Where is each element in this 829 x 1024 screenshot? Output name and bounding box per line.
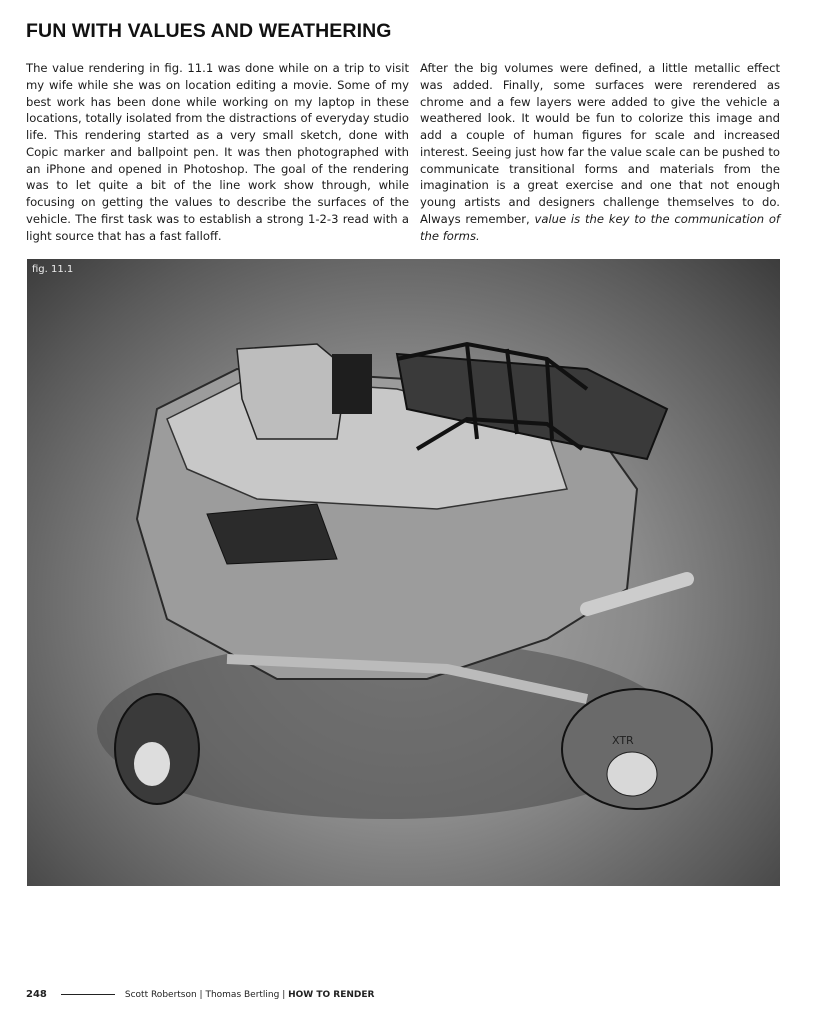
- vehicle-illustration: [27, 259, 780, 886]
- vehicle-window: [332, 354, 372, 414]
- body-text-right-main: After the big volumes were defined, a little metallic effect was added. Finally, some surfaces were rerendered as chrome and a few layers were added to give the vehicle a weathered look. It would be fun to colorize this image and add a couple of human figures for scale and increased interest. Seeing just how far the value scale can be pushed to communicate transitional forms and materials from the imagination is a great exercise and one that not enough young artists and designers challenge themselves to do. Always remember,: [420, 61, 780, 226]
- body-text-right: [420, 60, 780, 244]
- body-text-left: The value rendering in fig. 11.1 was done while on a trip to visit my wife while she was on location editing a movie. Some of my best work has been done while working on my laptop in these locations, totally isolated from the distractions of everyday studio life. This rendering started as a very small sketch, done with Copic marker and ballpoint pen. It was then photographed with an iPhone and opened in Photoshop. The goal of the rendering was to let quite a bit of the line work show through, while focusing on getting the values to describe the surfaces of the vehicle. The first task was to establish a strong 1-2-3 read with a light source that has a fast falloff.: [26, 61, 409, 243]
- footer-rule: [61, 994, 115, 995]
- page-footer: [26, 989, 374, 1000]
- figure-label: fig. 11.1: [32, 264, 74, 275]
- rear-wheel-hub: [607, 752, 657, 796]
- body-text-right-emphasis: value is the key to the communication of the forms.: [420, 211, 780, 243]
- footer-authors: Scott Robertson | Thomas Bertling |: [124, 989, 289, 1000]
- front-wheel-hub: [134, 742, 170, 786]
- vehicle-cabin: [237, 344, 347, 439]
- page-number: 248: [26, 989, 47, 1000]
- figure-vehicle-rendering: [27, 259, 780, 886]
- wheel-text: XTR: [612, 734, 634, 747]
- page-heading: FUN WITH VALUES AND WEATHERING: [26, 20, 392, 42]
- footer-book-title: HOW TO RENDER: [288, 989, 375, 1000]
- vehicle-side-vent: [207, 504, 337, 564]
